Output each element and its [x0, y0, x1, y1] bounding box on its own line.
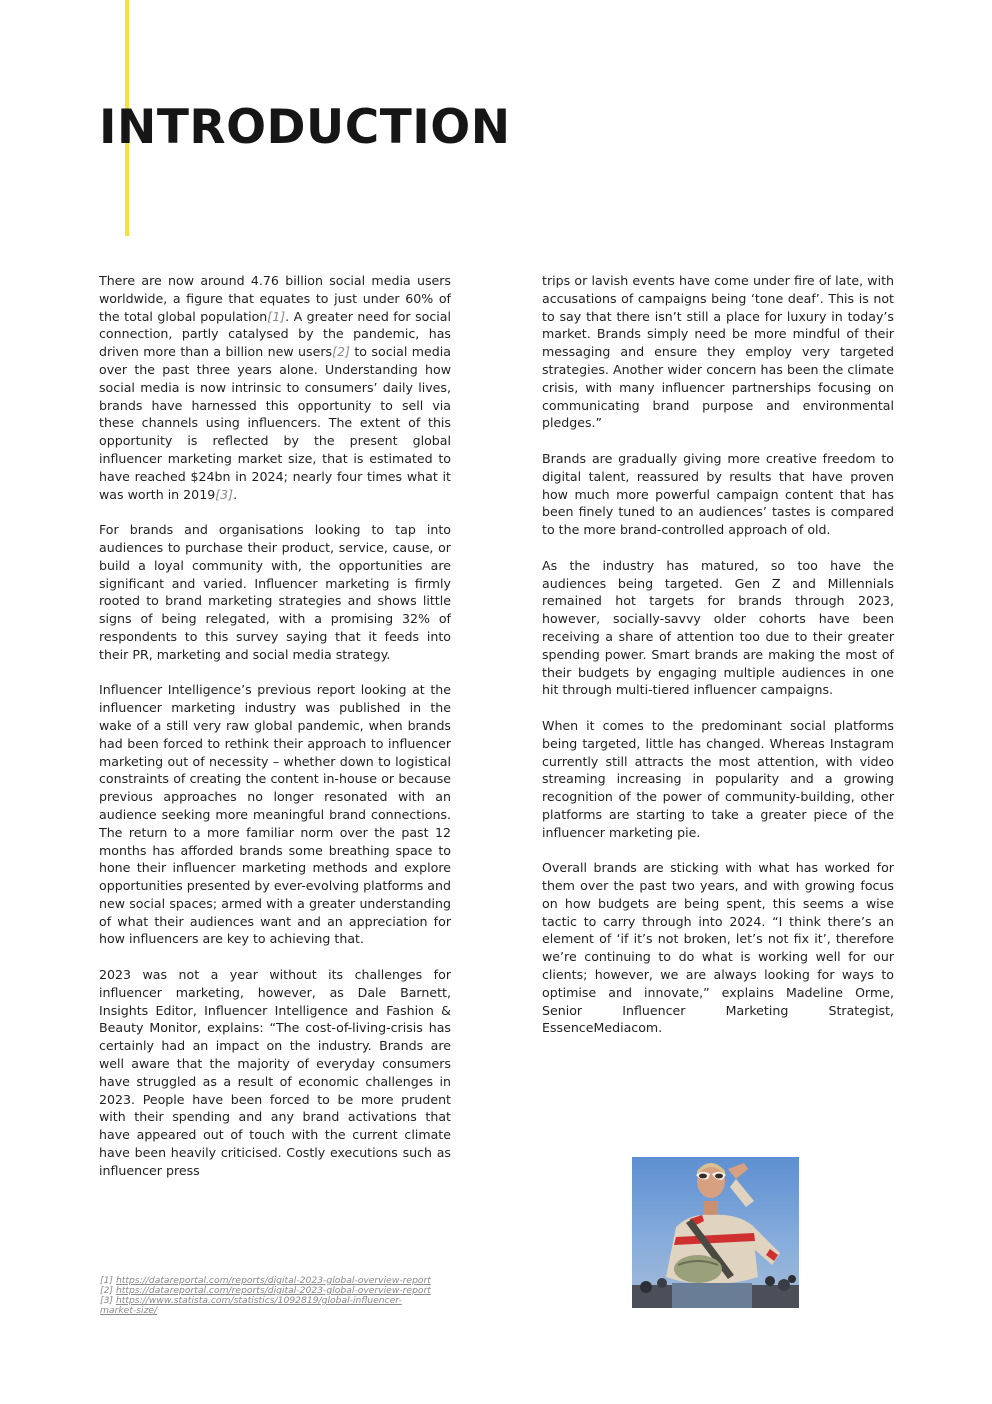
left-column — [99, 272, 451, 1197]
footnote-link[interactable]: https://datareportal.com/reports/digital-2023-global-overview-report — [115, 1275, 431, 1286]
footnote-link[interactable]: https://datareportal.com/reports/digital-2023-global-overview-report — [115, 1285, 431, 1296]
footnotes — [100, 1276, 435, 1316]
paragraph: trips or lavish events have come under fire of late, with accusations of campaigns being ‘tone deaf’. This is not to say that there isn’t still a place for luxury in today’s market. Brands simply need be more mindful of their messaging and ensure they employ very targeted strategies. Another wider concern has been the climate crisis, with many influencer partnerships focusing on communicating brand purpose and environmental pledges.” — [542, 273, 894, 431]
paragraph: When it comes to the predominant social platforms being targeted, little has changed. Whereas Instagram currently still attracts the most attention, with video streaming increasing in popularity and a growing recognition of the power of community-building, other platforms are starting to take a greater piece of the influencer marketing pie. — [542, 717, 894, 840]
right-column — [542, 272, 894, 1055]
footnote: [2] https://datareportal.com/reports/digital-2023-global-overview-report — [100, 1285, 431, 1296]
paragraph: 2023 was not a year without its challenges for influencer marketing, however, as Dale Barnett, Insights Editor, Influencer Intelligence and Fashion & Beauty Monitor, explains: “The cost-of-living-crisis has certainly had an impact on the industry. Brands are well aware that the majority of everyday consumers have struggled as a result of economic challenges in 2023. People have been forced to be more prudent with their spending and any brand activations that have appeared out of touch with the current climate have been heavily criticised. Costly executions such as influencer press — [99, 967, 451, 1178]
footnote-link[interactable]: https://www.statista.com/statistics/1092819/global-influencer-market-size/ — [100, 1295, 402, 1316]
footnote-ref[interactable]: [3] — [215, 486, 234, 502]
paragraph: Overall brands are sticking with what has worked for them over the past two years, and with growing focus on how budgets are being spent, this seems a wise tactic to carry through into 2024. “I think there’s an element of ‘if it’s not broken, let’s not fix it’, therefore we’re continuing to do what is working well for our clients; however, we are always looking for ways to optimise and innovate,” explains Madeline Orme, Senior Influencer Marketing Strategist, EssenceMediacom. — [542, 860, 894, 1036]
fashion-photo-icon — [632, 1157, 799, 1308]
footnote-ref[interactable]: [2] — [332, 344, 350, 360]
paragraph: As the industry has matured, so too have the audiences being targeted. Gen Z and Millennials remained hot targets for brands through 2023, however, socially-savvy older cohorts have been receiving a share of attention too due to their greater spending power. Smart brands are making the most of their budgets by engaging multiple audiences in one hit through multi-tiered influencer campaigns. — [542, 557, 894, 698]
paragraph: Influencer Intelligence’s previous report looking at the influencer marketing industry was published in the wake of a still very raw global pandemic, when brands had been forced to rethink their approach to influencer marketing out of necessity – whether down to logistical constraints of creating the content in-house or because previous approaches no longer resonated with an audience seeking more meaningful brand connections. The return to a more familiar norm over the past 12 months has afforded brands some breathing space to hone their influencer marketing methods and explore opportunities presented by ever-evolving platforms and new social spaces; armed with a greater understanding of what their audiences want and an appreciation for how influencers are key to achieving that. — [99, 682, 451, 947]
photo-illustration — [632, 1157, 799, 1308]
paragraph: For brands and organisations looking to tap into audiences to purchase their product, service, cause, or build a loyal community with, the opportunities are significant and varied. Influencer marketing is firmly rooted to brand marketing strategies and shows little signs of being relegated, with a promising 32% of respondents to this survey saying that it feeds into their PR, marketing and social media strategy. — [99, 522, 451, 662]
footnote: [1] https://datareportal.com/reports/digital-2023-global-overview-report — [100, 1275, 431, 1286]
footnote-ref[interactable]: [1] — [267, 308, 286, 324]
page-title: INTRODUCTION — [99, 100, 511, 155]
footnote: [3] https://www.statista.com/statistics/1092819/global-influencer-market-size/ — [100, 1295, 402, 1316]
paragraph: Brands are gradually giving more creative freedom to digital talent, reassured by results that have proven how much more powerful campaign content that has been finely tuned to an audiences’ tastes is compared to the more brand-controlled approach of old. — [542, 450, 894, 538]
paragraph: There are now around 4.76 billion social media users worldwide, a figure that equates to just under 60% of the total global population[1]. A greater need for social connection, partly catalysed by the pandemic, has driven more than a billion new users[2] to social media over the past three years alone. Understanding how social media is now intrinsic to consumers’ daily lives, brands have harnessed this opportunity to sell via these channels using influencers. The extent of this opportunity is reflected by the present global influencer marketing market size, that is estimated to have reached $24bn in 2024; nearly four times what it was worth in 2019[3]. — [99, 273, 451, 502]
